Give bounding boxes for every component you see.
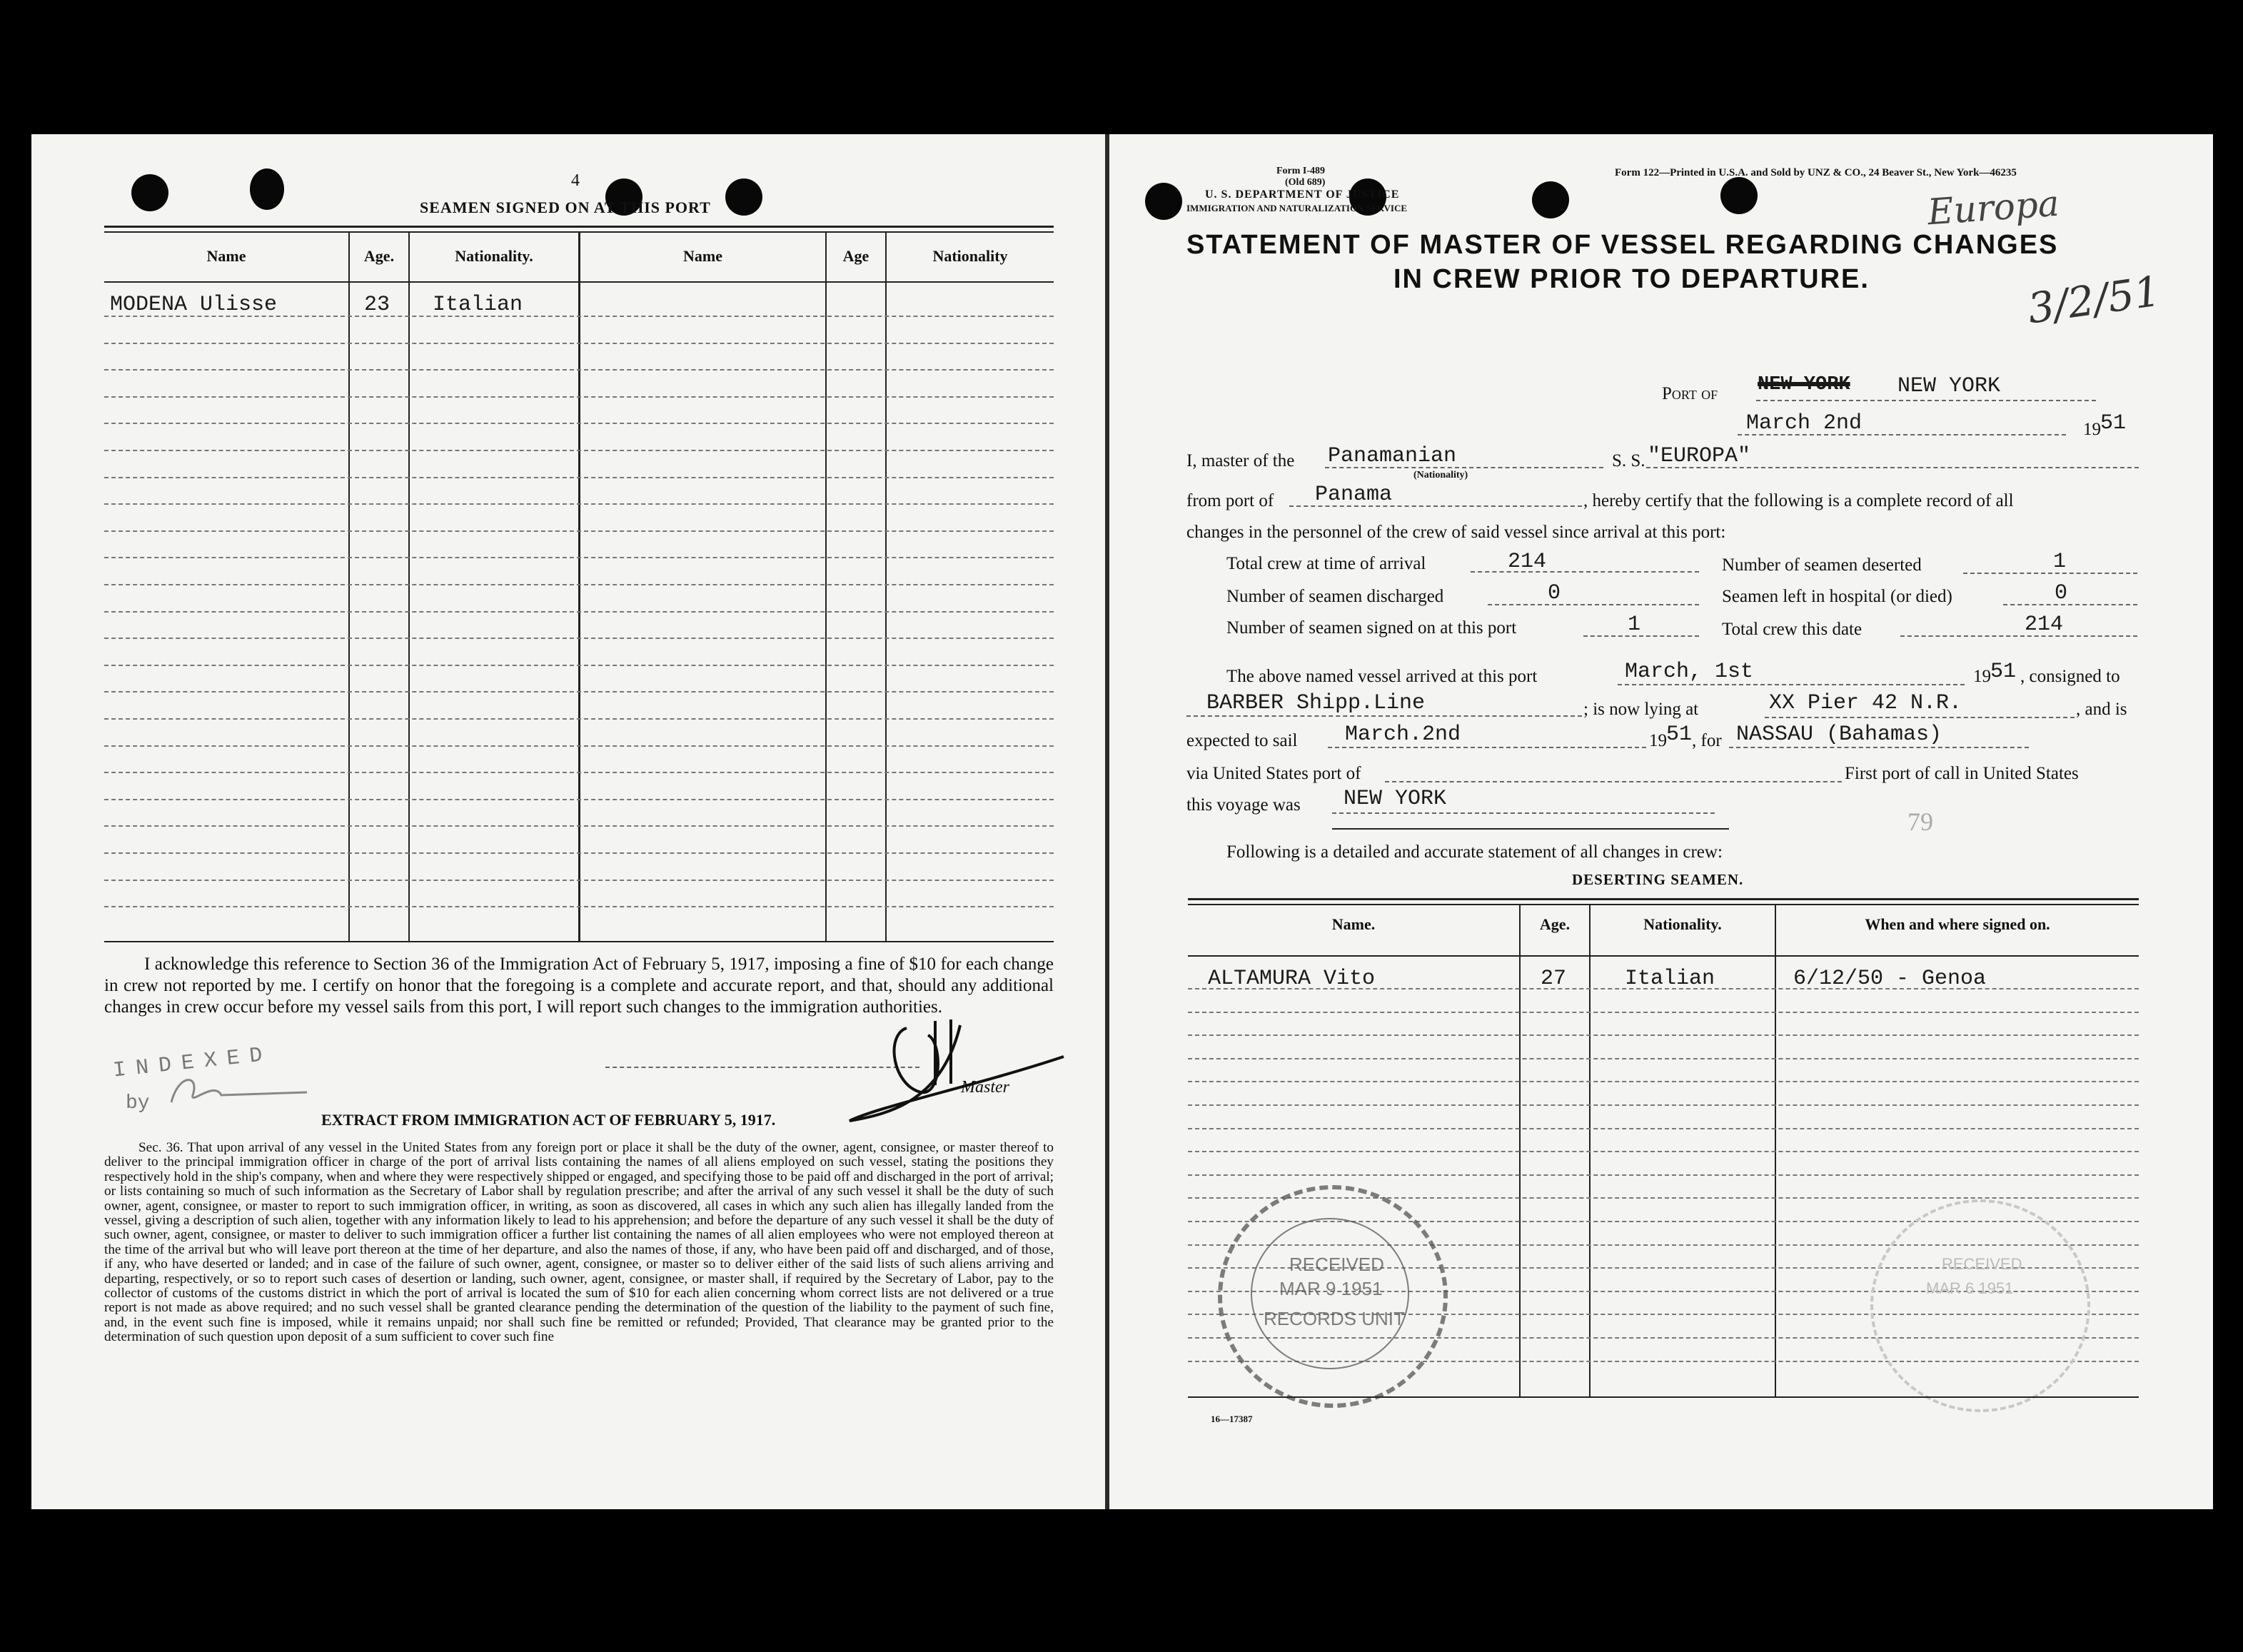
table-row bbox=[104, 880, 1054, 881]
certify-text: , hereby certify that the following is a complete record of all bbox=[1583, 491, 2014, 510]
discharged-line bbox=[1488, 604, 1699, 605]
deserting-table-header-rule bbox=[1188, 955, 2139, 957]
arrived-year: 51 bbox=[1990, 660, 2017, 684]
handwritten-ship-name: Europa bbox=[1926, 182, 2061, 233]
page-mark: 79 bbox=[1907, 807, 1933, 836]
stamp-date-text: MAR 9 1951 bbox=[1279, 1278, 1383, 1299]
port-label: Port of bbox=[1662, 384, 1718, 403]
deserting-col-divider bbox=[1775, 904, 1776, 1396]
table-row bbox=[104, 450, 1054, 451]
left-col-divider bbox=[348, 231, 350, 941]
total-crew-date-label: Total crew this date bbox=[1722, 620, 1863, 639]
deserting-col-header: Name. bbox=[1331, 915, 1376, 933]
form-title-line2: IN CREW PRIOR TO DEPARTURE. bbox=[1393, 264, 1870, 294]
stamp-received-text: RECEIVED bbox=[1289, 1254, 1384, 1275]
destination-value: NASSAU (Bahamas) bbox=[1736, 722, 1942, 747]
punch-hole bbox=[250, 168, 284, 210]
master-label: Master bbox=[961, 1078, 1009, 1097]
voyage-line bbox=[1332, 812, 1715, 814]
expected-year-prefix: 19 bbox=[1649, 731, 1667, 750]
left-col-header: Age. bbox=[363, 247, 395, 265]
punch-hole bbox=[1145, 183, 1182, 220]
form-number: Form I-489 bbox=[1276, 166, 1326, 176]
deserting-col-divider bbox=[1519, 904, 1521, 1396]
indexed-by: by bbox=[126, 1092, 150, 1114]
left-table-top-rule bbox=[104, 226, 1054, 228]
voyage-underline bbox=[1332, 828, 1729, 830]
deserting-table-bottom-rule bbox=[1188, 1396, 2139, 1398]
total-crew-arrival-label: Total crew at time of arrival bbox=[1226, 554, 1426, 573]
discharged-label: Number of seamen discharged bbox=[1226, 587, 1444, 606]
destination-line bbox=[1729, 747, 2029, 748]
via-line bbox=[1385, 781, 1842, 782]
table-row bbox=[104, 396, 1054, 398]
table-row bbox=[1188, 1128, 2139, 1129]
table-row bbox=[104, 665, 1054, 666]
deserted-line bbox=[1963, 573, 2137, 574]
signed-on-line bbox=[1583, 635, 1699, 637]
signed-on-value: 1 bbox=[1628, 613, 1641, 637]
arrived-label: The above named vessel arrived at this port bbox=[1226, 667, 1538, 686]
consignee-line bbox=[1186, 715, 1582, 717]
table-row bbox=[104, 316, 1054, 317]
acknowledgment-text: I acknowledge this reference to Section 36 of the Immigration Act of February 5, 1917, imposing a fine of $10 for each change in crew not reported by me. I certify on honor that the foregoing is a complete and accurate report, and that, should any additional changes in crew occur before my vessel sails from this port, I will report such changes to the immigration authorities. bbox=[104, 955, 1054, 1017]
deserter-name: ALTAMURA Vito bbox=[1208, 967, 1376, 991]
handwritten-date: 3/2/51 bbox=[2025, 266, 2164, 333]
arrived-year-prefix: 19 bbox=[1973, 667, 1991, 686]
total-crew-date-value: 214 bbox=[2025, 613, 2064, 637]
date-value: March 2nd bbox=[1746, 411, 1863, 435]
arrived-line bbox=[1618, 684, 1965, 685]
deserting-table-top-rule bbox=[1188, 898, 2139, 900]
deserter-nationality: Italian bbox=[1625, 967, 1715, 991]
deserting-title: DESERTING SEAMEN. bbox=[1572, 871, 1744, 888]
expected-line bbox=[1328, 747, 1646, 748]
table-row bbox=[104, 343, 1054, 344]
deserter-age: 27 bbox=[1541, 967, 1567, 991]
table-row bbox=[104, 825, 1054, 827]
crew-age: 23 bbox=[364, 293, 390, 317]
table-row bbox=[1188, 1034, 2139, 1036]
and-is-label: , and is bbox=[2076, 700, 2127, 719]
form-code: 16—17387 bbox=[1211, 1414, 1253, 1424]
following-text: Following is a detailed and accurate statement of all changes in crew: bbox=[1226, 842, 1723, 862]
port-line bbox=[1756, 400, 2096, 401]
table-row bbox=[1188, 1104, 2139, 1106]
deserted-label: Number of seamen deserted bbox=[1722, 555, 1922, 575]
year-prefix: 19 bbox=[2083, 420, 2101, 439]
left-col-header: Name bbox=[206, 247, 246, 265]
left-col-divider bbox=[885, 231, 887, 941]
crew-name: MODENA Ulisse bbox=[110, 293, 278, 317]
stamp-faint-received-text: RECEIVED bbox=[1942, 1255, 2022, 1273]
hospital-label: Seamen left in hospital (or died) bbox=[1722, 587, 1952, 606]
left-col-divider bbox=[408, 231, 410, 941]
lying-label: ; is now lying at bbox=[1583, 700, 1699, 719]
section-36-text: Sec. 36. That upon arrival of any vessel in the United States from any foreign port or place it shall be the duty of the owner, agent, consignee, or master thereof to deliver to the principal immigration officer in charge of the port of arrival lists containing the names of all aliens employed on such vessel, stating the positions they respectively hold in the ship's company, when and where they were respectively shipped or engaged, and specifying those to be paid off and discharged in the port of arrival; or lists containing so much of such information as the Secretary of Labor shall by regulation prescribe; and after the arrival of any such vessel it shall be the duty of such owner, agent, consignee, or master to report to such immigration officer, in writing, as soon as discovered, all cases in which any such alien has illegally landed from the vessel, giving a description of such alien, together with any information likely to lead to his apprehension; and before the departure of any such vessel it shall be the duty of such owner, agent, consignee, or master to deliver to such immigration officer a further list containing the names of all alien employees who were not employed thereon at the time of the arrival but who will leave port thereon at the time of her departure, and also the names of those, if any, who have been paid off and discharged, and of those, if any, who have deserted or landed; and in case of the failure of such owner, agent, consignee, or master so to deliver either of the said lists of such aliens arriving and departing, respectively, or so to report such cases of desertion or landing, such owner, agent, consignee, or master shall, if required by the Secretary of Labor, pay to the collector of customs of the customs district in which the port of arrival is located the sum of $10 for each alien concerning whom correct lists are not delivered or a true report is not made as above required; and no such vessel shall be granted clearance pending the determination of the question of the liability to the payment of such fine, and, in the event such fine is imposed, while it remains unpaid; nor shall such fine be remitted or refunded; Provided, That clearance may be granted prior to the determination of such question upon deposit of a sum sufficient to cover such fine bbox=[104, 1140, 1054, 1345]
via-label: via United States port of bbox=[1186, 764, 1361, 783]
table-row bbox=[1188, 988, 2139, 989]
consigned-label: , consigned to bbox=[2020, 667, 2120, 686]
table-row bbox=[104, 584, 1054, 585]
punch-hole bbox=[1720, 177, 1758, 214]
table-row bbox=[1188, 1151, 2139, 1152]
table-row bbox=[104, 611, 1054, 613]
table-row bbox=[104, 557, 1054, 558]
service: IMMIGRATION AND NATURALIZATION SERVICE bbox=[1186, 203, 1408, 213]
indexed-stamp: INDEXED bbox=[111, 1042, 274, 1084]
lying-line bbox=[1765, 717, 2075, 718]
deserter-signed-on: 6/12/50 - Genoa bbox=[1793, 967, 1987, 991]
table-row bbox=[104, 423, 1054, 424]
left-title: SEAMEN SIGNED ON AT THIS PORT bbox=[420, 198, 711, 216]
ss-label: S. S. bbox=[1612, 451, 1645, 470]
table-row bbox=[1188, 1081, 2139, 1082]
left-col-header: Nationality bbox=[932, 247, 1008, 265]
discharged-value: 0 bbox=[1548, 581, 1561, 605]
expected-value: March.2nd bbox=[1345, 722, 1461, 747]
deserting-col-header: When and where signed on. bbox=[1865, 915, 2050, 933]
table-row bbox=[1188, 1058, 2139, 1059]
nationality-caption: (Nationality) bbox=[1413, 470, 1468, 480]
for-label: , for bbox=[1692, 731, 1722, 750]
left-col-header: Name bbox=[683, 247, 722, 265]
total-crew-arrival-line bbox=[1471, 571, 1699, 573]
page-number: 4 bbox=[571, 171, 580, 190]
from-port-value: Panama bbox=[1315, 483, 1393, 507]
date-line bbox=[1738, 434, 2066, 435]
table-row bbox=[104, 477, 1054, 478]
lying-value: XX Pier 42 N.R. bbox=[1769, 691, 1962, 715]
table-row bbox=[104, 906, 1054, 907]
changes-text: changes in the personnel of the crew of said vessel since arrival at this port: bbox=[1186, 523, 1726, 542]
arrived-value: March, 1st bbox=[1625, 660, 1754, 684]
table-row bbox=[104, 638, 1054, 639]
from-port-label: from port of bbox=[1186, 491, 1274, 510]
table-row bbox=[104, 852, 1054, 854]
table-row bbox=[1188, 1174, 2139, 1176]
voyage-label: this voyage was bbox=[1186, 795, 1301, 815]
deserting-col-header: Nationality. bbox=[1643, 915, 1722, 933]
table-row bbox=[104, 691, 1054, 692]
stamp-faint-date-text: MAR 6 1951 bbox=[1926, 1279, 2014, 1297]
total-crew-arrival: 214 bbox=[1508, 550, 1547, 574]
deserted-value: 1 bbox=[2053, 550, 2067, 574]
table-row bbox=[104, 503, 1054, 505]
received-stamp bbox=[1218, 1185, 1448, 1408]
consignee-value: BARBER Shipp.Line bbox=[1206, 691, 1426, 715]
deserting-col-header: Age. bbox=[1539, 915, 1571, 933]
from-port-line bbox=[1289, 505, 1582, 507]
expected-year: 51 bbox=[1666, 722, 1693, 747]
hospital-line bbox=[2003, 604, 2137, 605]
first-port-label: First port of call in United States bbox=[1845, 764, 2079, 783]
table-row bbox=[104, 745, 1054, 747]
table-row bbox=[104, 530, 1054, 532]
total-crew-date-line bbox=[1900, 635, 2137, 637]
signed-on-label: Number of seamen signed on at this port bbox=[1226, 618, 1517, 638]
table-row bbox=[104, 772, 1054, 773]
indexed-initials-scribble bbox=[164, 1067, 321, 1109]
received-stamp-faint bbox=[1870, 1199, 2090, 1412]
left-table-bottom-rule bbox=[104, 941, 1054, 942]
printer-note: Form 122—Printed in U.S.A. and Sold by UNZ & CO., 24 Beaver St., New York—46235 bbox=[1615, 167, 2017, 178]
deserting-table-top-rule2 bbox=[1188, 904, 2139, 905]
nationality-value: Panamanian bbox=[1328, 444, 1457, 468]
master-of-label: I, master of the bbox=[1186, 451, 1295, 470]
left-col-header: Nationality. bbox=[455, 247, 533, 265]
nationality-line bbox=[1325, 467, 1603, 468]
form-old: (Old 689) bbox=[1285, 177, 1326, 188]
ship-value: "EUROPA" bbox=[1648, 444, 1751, 468]
deserting-col-divider bbox=[1589, 904, 1591, 1396]
department: U. S. DEPARTMENT OF JUSTICE bbox=[1205, 188, 1400, 201]
crew-nationality: Italian bbox=[433, 293, 523, 317]
form-title-line1: STATEMENT OF MASTER OF VESSEL REGARDING CHANGES bbox=[1186, 230, 2059, 260]
left-col-divider bbox=[578, 231, 580, 941]
left-col-divider bbox=[825, 231, 827, 941]
punch-hole bbox=[1532, 181, 1569, 218]
table-row bbox=[104, 369, 1054, 371]
port-value: NEW YORK bbox=[1897, 374, 2001, 398]
expected-label: expected to sail bbox=[1186, 731, 1298, 750]
extract-title: EXTRACT FROM IMMIGRATION ACT OF FEBRUARY 5, 1917. bbox=[321, 1111, 776, 1129]
year-value: 51 bbox=[2100, 411, 2127, 435]
punch-hole bbox=[131, 174, 168, 211]
port-struck: NEW YORK bbox=[1758, 374, 1850, 396]
master-signature bbox=[764, 999, 1078, 1135]
table-row bbox=[104, 799, 1054, 800]
table-row bbox=[104, 718, 1054, 720]
punch-hole bbox=[725, 178, 762, 216]
table-row bbox=[1188, 1012, 2139, 1013]
left-col-header: Age bbox=[842, 247, 870, 265]
stamp-unit-text: RECORDS UNIT bbox=[1264, 1308, 1405, 1329]
ship-line bbox=[1646, 467, 2139, 468]
voyage-value: NEW YORK bbox=[1344, 787, 1447, 811]
hospital-value: 0 bbox=[2055, 581, 2068, 605]
